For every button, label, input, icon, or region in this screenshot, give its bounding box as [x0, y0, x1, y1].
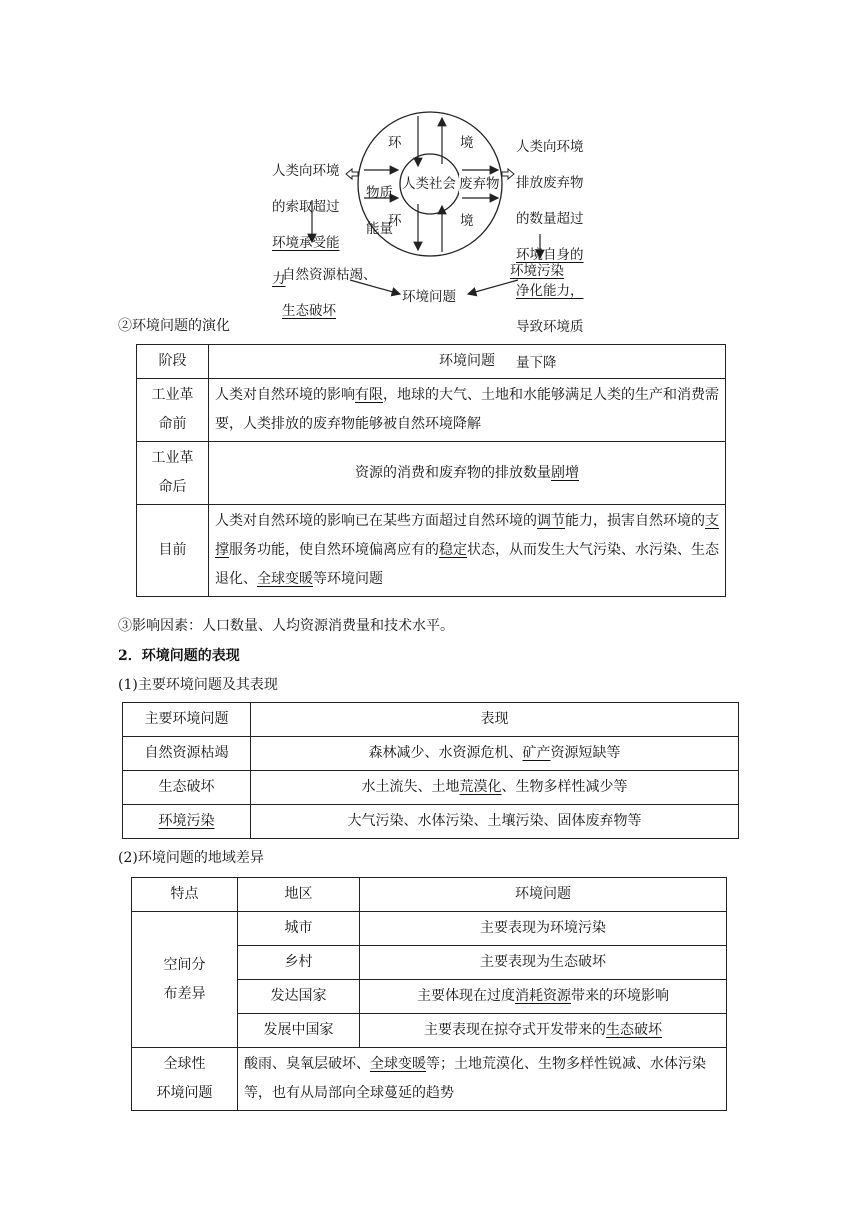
right-line: 量下降 [516, 355, 557, 371]
right-line: 人类向环境 [516, 139, 584, 155]
cell-underlined: 调节 [537, 513, 565, 529]
ring-char: 境 [460, 135, 474, 151]
table-row [123, 771, 739, 805]
section-2-heading: 2．环境问题的表现 [118, 648, 240, 664]
global-problem-cell [238, 1048, 727, 1111]
cell-text: 主要体现在过度 [417, 988, 515, 1004]
main-problems-table [122, 702, 739, 839]
center-label: 人类社会 [402, 176, 456, 192]
bottom-left-line: 自然资源枯竭、 [282, 267, 377, 283]
cell-text: 人类对自然环境的影响 [215, 387, 355, 403]
stage-cell [137, 442, 209, 505]
table-row [123, 737, 739, 771]
stage-cell [137, 379, 209, 442]
cell-underlined: 稳定 [439, 542, 467, 558]
left-line: 力 [272, 271, 286, 287]
problem-desc-cell [251, 737, 739, 771]
feature-line: 空间分 [163, 956, 206, 973]
cell-underlined: 荒漠化 [459, 779, 502, 795]
problem-name-cell: 自然资源枯竭 [123, 737, 251, 771]
header-cell: 环境问题 [360, 878, 727, 912]
left-line: 的索取超过 [272, 199, 340, 215]
cell-underlined: 全球变暖 [370, 1056, 426, 1072]
cell-text: 资源的消费和废弃物的排放数量 [355, 464, 551, 481]
problem-cell [209, 505, 726, 597]
table-row [137, 345, 726, 379]
area-cell: 乡村 [238, 946, 360, 980]
evolution-heading: ②环境问题的演化 [118, 318, 230, 334]
main-problems-heading: (1)主要环境问题及其表现 [118, 677, 278, 693]
feature-line: 环境问题 [156, 1085, 213, 1101]
regional-heading: (2)环境问题的地域差异 [118, 850, 264, 866]
right-line: 净化能力， [516, 283, 584, 299]
stage-line: 工业革 [151, 450, 194, 466]
cell-text: 带来的环境影响 [571, 988, 669, 1004]
area-cell: 城市 [238, 912, 360, 946]
cell-underlined: 全球变暖 [257, 571, 313, 587]
right-line: 的数量超过 [516, 211, 584, 227]
header-cell: 阶段 [137, 345, 209, 379]
stage-cell: 目前 [137, 505, 209, 597]
problem-desc-cell [251, 771, 739, 805]
header-cell: 主要环境问题 [123, 703, 251, 737]
regional-table [131, 877, 727, 1111]
cell-text: 服务功能，使自然环境偏离应有的 [229, 542, 439, 558]
table-row [137, 379, 726, 442]
left-line: 环境承受能 [272, 235, 340, 251]
feature-cell [132, 1048, 238, 1111]
bottom-right-label: 环境污染 [510, 263, 564, 279]
bottom-left-line: 生态破坏 [282, 303, 336, 319]
bottom-center-label: 环境问题 [402, 289, 456, 305]
environment-diagram [260, 108, 600, 371]
right-line: 环境自身的 [516, 247, 584, 263]
table-row [123, 703, 739, 737]
right-line: 导致环境质 [516, 319, 584, 335]
problem-name-cell: 生态破坏 [123, 771, 251, 805]
inner-left-label [366, 166, 393, 256]
table-row [132, 912, 727, 946]
inner-left-line: 能量 [366, 221, 393, 237]
cell-text: ，地球的大气、土地和水能够满足人类的生产和消费需要，人类排放的废弃物能够被自然环境降解 [215, 387, 719, 432]
right-line: 排放废弃物 [516, 175, 584, 191]
stage-line: 命后 [158, 479, 187, 495]
header-cell: 表现 [251, 703, 739, 737]
factors-text: ③影响因素：人口数量、人均资源消费量和技术水平。 [118, 618, 454, 634]
feature-line: 全球性 [163, 1056, 206, 1072]
table-row [132, 878, 727, 912]
stage-line: 工业革 [151, 387, 194, 403]
ring-char: 环 [388, 213, 402, 229]
stage-line: 命前 [158, 416, 187, 432]
left-line: 人类向环境 [272, 163, 340, 179]
problem-desc-cell: 大气污染、水体污染、土壤污染、固体废弃物等 [251, 805, 739, 839]
bottom-left-label [282, 248, 377, 338]
region-problem-cell: 主要表现为环境污染 [360, 912, 727, 946]
evolution-table [136, 344, 726, 597]
area-cell: 发展中国家 [238, 1014, 360, 1048]
problem-cell [209, 379, 726, 442]
problem-name-cell [123, 805, 251, 839]
feature-line: 布差异 [163, 985, 206, 1002]
cell-text: 、生物多样性减少等 [501, 779, 628, 795]
header-cell: 特点 [132, 878, 238, 912]
inner-right-label: 废弃物 [459, 176, 500, 192]
cell-text: 资源短缺等 [550, 745, 621, 761]
cell-underlined: 消耗资源 [515, 988, 571, 1004]
table-row [137, 442, 726, 505]
cell-text: 主要表现在掠夺式开发带来的 [424, 1022, 606, 1038]
ring-char: 境 [460, 213, 474, 229]
cell-text: 人类对自然环境的影响已在某些方面超过自然环境的 [215, 513, 537, 529]
cell-text: 等；土地荒漠化、生物多样性锐减、水体污染等，也有从局部向全球蔓延的趋势 [244, 1056, 706, 1101]
inner-left-line: 物质 [366, 185, 393, 201]
problem-cell [209, 442, 726, 505]
table-row [132, 1048, 727, 1111]
header-cell: 地区 [238, 878, 360, 912]
cell-underlined: 环境污染 [158, 813, 215, 829]
table-row [123, 805, 739, 839]
region-problem-cell: 主要表现为生态破坏 [360, 946, 727, 980]
cell-underlined: 剧增 [551, 464, 579, 481]
cell-underlined: 矿产 [522, 745, 551, 761]
cell-underlined: 支撑 [215, 513, 719, 558]
cell-text: 酸雨、臭氧层破坏、 [244, 1056, 370, 1072]
ring-char: 环 [388, 135, 402, 151]
cell-underlined: 有限 [355, 387, 383, 403]
cell-text: 水土流失、土地 [361, 779, 460, 795]
header-cell: 环境问题 [209, 345, 726, 379]
area-cell: 发达国家 [238, 980, 360, 1014]
cell-text: 森林减少、水资源危机、 [368, 745, 523, 761]
cell-text: 状态，从而发生大气污染、水污染、生态退化、 [215, 542, 719, 587]
table-row [137, 505, 726, 597]
region-problem-cell [360, 1014, 727, 1048]
cell-text: 等环境问题 [313, 571, 383, 587]
cell-underlined: 生态破坏 [606, 1022, 662, 1038]
cell-text: 能力，损害自然环境的 [565, 513, 705, 529]
region-problem-cell [360, 980, 727, 1014]
feature-cell [132, 912, 238, 1048]
